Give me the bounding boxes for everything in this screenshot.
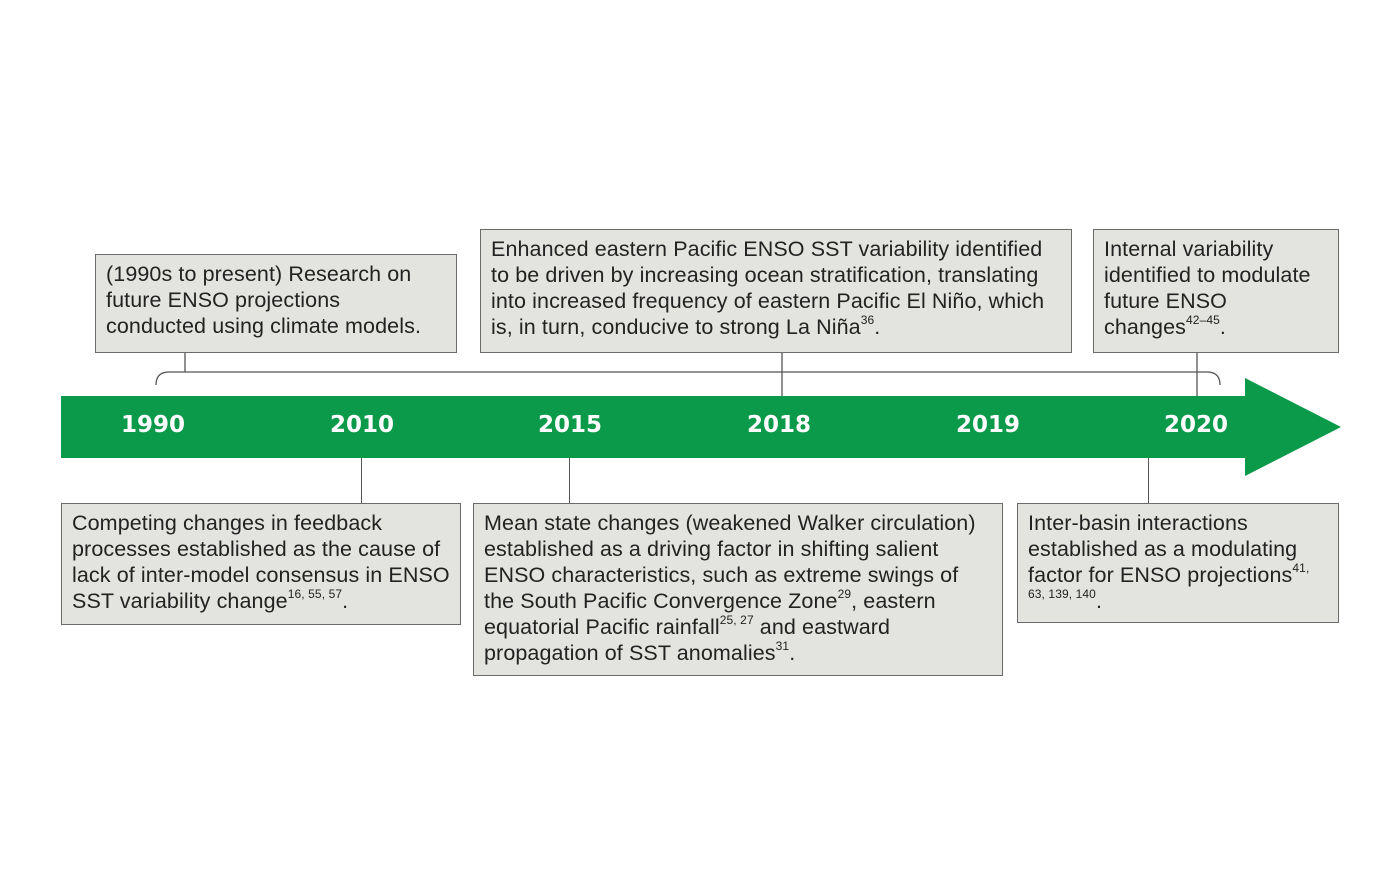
event-box-2020-bottom (1017, 503, 1339, 623)
year-label-2018: 2018 (746, 412, 812, 438)
event-box-2010 (61, 503, 461, 625)
citation-superscript: 25, 27 (719, 612, 754, 627)
event-box-2018 (480, 229, 1072, 353)
event-text: Internal variability identified to modulate future ENSO changes (1104, 237, 1311, 339)
year-label-2015: 2015 (537, 412, 603, 438)
event-box-2020-top (1093, 229, 1339, 353)
event-text: . (874, 315, 881, 339)
year-label-2019: 2019 (955, 412, 1021, 438)
event-text: Inter-basin interactions established as a modulating factor for ENSO projections (1028, 511, 1298, 587)
event-text: , eastern equatorial Pacific rainfall (484, 589, 936, 639)
event-text: and eastward propagation of SST anomalies (484, 615, 891, 665)
event-box-2015 (473, 503, 1003, 676)
connector-2020-bottom (1148, 458, 1149, 503)
year-label-2020: 2020 (1163, 412, 1229, 438)
citation-superscript: 41, 63, 139, 140 (1028, 560, 1310, 601)
event-text: Competing changes in feedback processes established as the cause of lack of inter-model consensus in ENSO SST variability change (72, 511, 450, 613)
citation-superscript: 36 (860, 312, 875, 327)
event-text: (1990s to present) Research on future ENSO projections conducted using climate models. (106, 262, 422, 338)
timeline-bracket (156, 372, 1220, 385)
event-text: . (1219, 315, 1226, 339)
connector-2010 (361, 458, 362, 503)
citation-superscript: 42–45 (1186, 312, 1220, 327)
event-box-1990s (95, 254, 457, 353)
event-text: . (1095, 589, 1103, 613)
citation-superscript: 31 (775, 638, 790, 653)
citation-superscript: 29 (837, 586, 852, 601)
year-label-1990: 1990 (120, 412, 186, 438)
year-label-2010: 2010 (329, 412, 395, 438)
event-text: . (789, 641, 796, 665)
citation-superscript: 16, 55, 57 (287, 586, 343, 601)
connector-2015 (569, 458, 570, 503)
event-text: Mean state changes (weakened Walker circulation) established as a driving factor in shifting salient ENSO characteristics, such as extreme swings of the South Pacific Convergence Zone (484, 511, 976, 613)
event-text: . (342, 589, 349, 613)
event-text: Enhanced eastern Pacific ENSO SST variability identified to be driven by increasing ocean stratification, translating into increased frequency of eastern Pacific El Niño, which is, in turn, conducive to strong La Niña (491, 237, 1045, 339)
